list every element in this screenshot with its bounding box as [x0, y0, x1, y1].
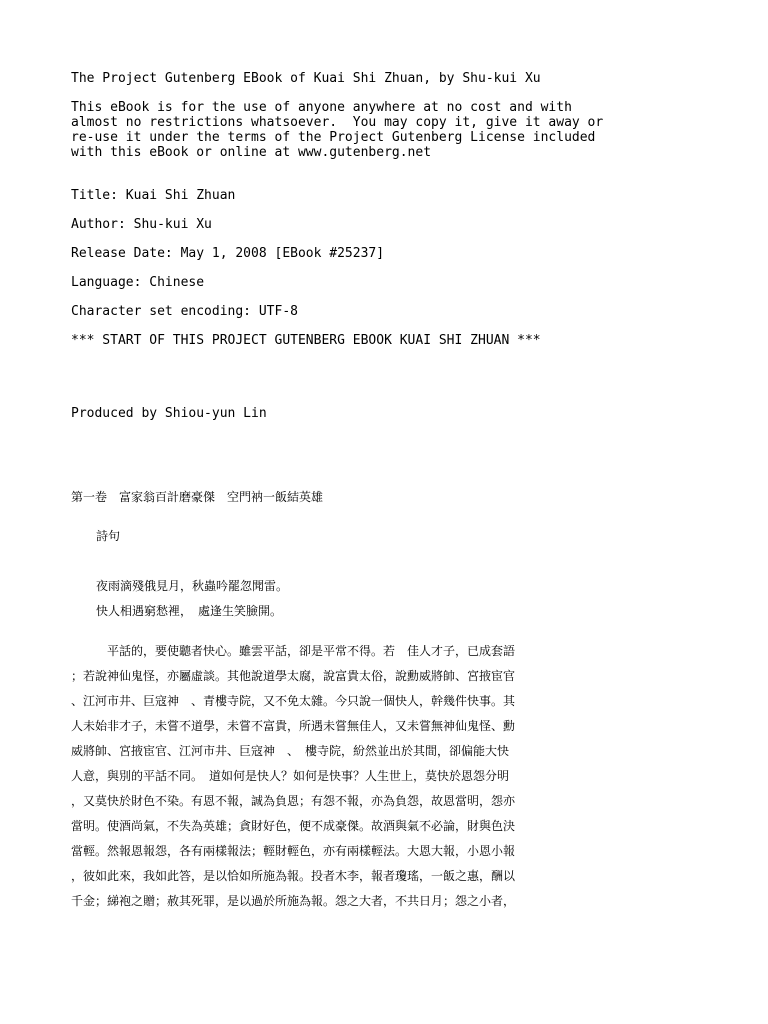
author-line: Author: Shu-kui Xu	[71, 217, 212, 232]
body-line: 人未始非才子，未嘗不道學，未嘗不富貴，所遇未嘗無佳人，又未嘗無神仙鬼怪、勳	[71, 719, 516, 733]
chapter-heading: 第一卷 富家翁百計磨豪傑 空門衲一飯結英雄	[71, 490, 324, 504]
body-line: ，彼如此來，我如此答，是以恰如所施為報。投者木李，報者瓊瑤，一飯之惠，酬以	[71, 869, 516, 883]
license-line: This eBook is for the use of anyone anywhere at no cost and with	[71, 100, 572, 115]
ebook-header-line: The Project Gutenberg EBook of Kuai Shi Zhuan, by Shu-kui Xu	[71, 71, 541, 86]
body-line: 當輕。然報恩報怨，各有兩樣報法；輕財輕色，亦有兩樣輕法。大恩大報，小恩小報	[71, 844, 516, 858]
poem-line: 快人相遇窮愁裡， 處逢生笑臉開。	[96, 604, 283, 618]
encoding-line: Character set encoding: UTF-8	[71, 304, 298, 319]
start-marker: *** START OF THIS PROJECT GUTENBERG EBOOK KUAI SHI ZHUAN ***	[71, 333, 541, 348]
title-line: Title: Kuai Shi Zhuan	[71, 188, 236, 203]
body-line: 人意，與別的平話不同。 道如何是快人？如何是快事？人生世上，莫快於恩怨分明	[71, 769, 510, 783]
body-line: ；若說神仙鬼怪，亦屬虛談。其他說道學太腐，說富貴太俗，說勳威將帥、宮掖宦官	[71, 669, 516, 683]
release-date-line: Release Date: May 1, 2008 [EBook #25237]	[71, 246, 385, 261]
poem-line: 夜雨滴殘俄見月，秋蟲吟罷忽聞雷。	[96, 579, 289, 593]
producer-line: Produced by Shiou-yun Lin	[71, 406, 267, 421]
body-line: 平話的，要使聽者快心。雖雲平話，卻是平常不得。若 佳人才子，已成套語	[107, 644, 516, 658]
body-line: 、江河市井、巨寇神 、青樓寺院，又不免太雜。今只說一個快人，幹幾件快事。其	[71, 694, 516, 708]
body-line: 千金；綈袍之贈；赦其死罪，是以過於所施為報。怨之大者，不共日月；怨之小者，	[71, 894, 516, 908]
poem-heading: 詩句	[96, 529, 121, 543]
body-line: 威將帥、宮掖宦官、江河市井、巨寇神 、 樓寺院，紛然並出於其間，卻偏能大快	[71, 744, 510, 758]
license-line: re-use it under the terms of the Project Gutenberg License included	[71, 130, 596, 145]
language-line: Language: Chinese	[71, 275, 205, 290]
license-line: almost no restrictions whatsoever. You may copy it, give it away or	[71, 115, 604, 130]
body-line: 當明。使酒尚氣，不失為英雄；貪財好色，便不成豪傑。故酒與氣不必論，財與色決	[71, 819, 516, 833]
license-line: with this eBook or online at www.gutenberg.net	[71, 145, 432, 160]
body-line: ，又莫快於財色不染。有恩不報，誠為負恩；有怨不報，亦為負怨，故恩當明，怨亦	[71, 794, 516, 808]
